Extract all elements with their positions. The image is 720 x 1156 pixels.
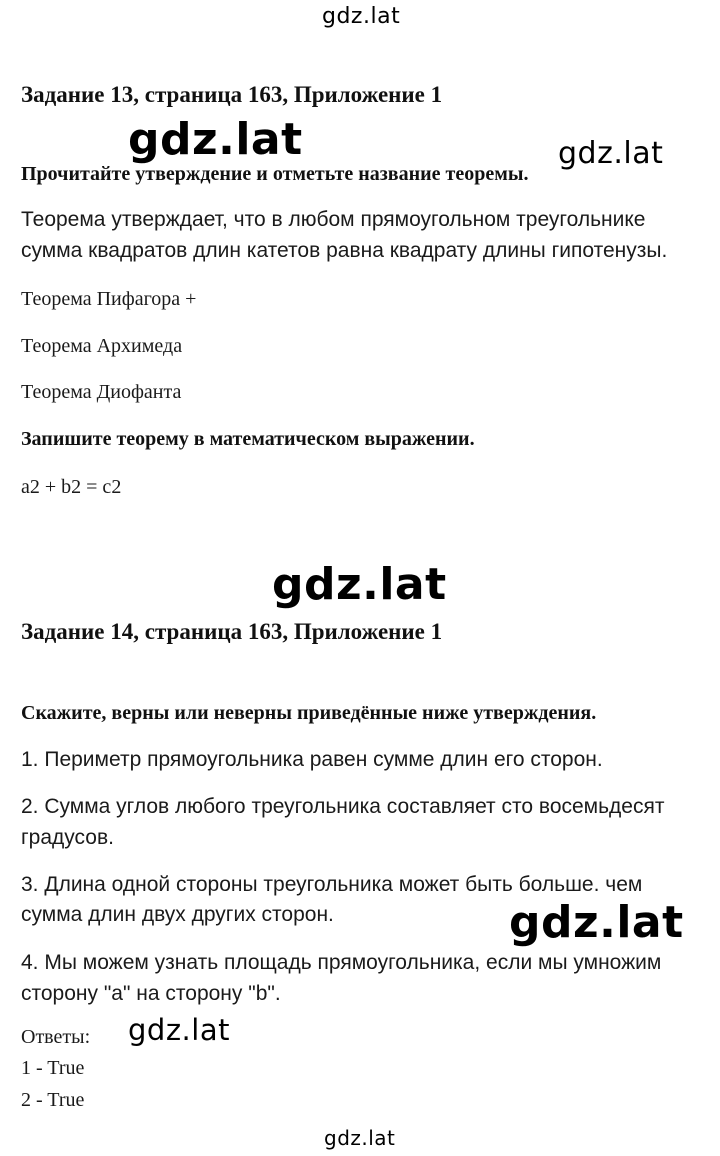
task14-answer-2: 2 - True [21,1089,85,1111]
task14-statement-1: 1. Периметр прямоугольника равен сумме длин его сторон. [21,748,603,771]
task13-statement-line2: сумма квадратов длин катетов равна квадрату длины гипотенузы. [21,239,668,262]
watermark-center: gdz.lat [272,559,447,610]
task14-statement-4-line2: сторону "a" на сторону "b". [21,982,281,1005]
watermark-bottom: gdz.lat [324,1126,396,1150]
task14-statement-3-line2: сумма длин двух других сторон. [21,903,334,926]
watermark-right-2: gdz.lat [509,897,684,948]
task13-formula: a2 + b2 = c2 [21,476,122,498]
watermark-right-1: gdz.lat [558,136,664,171]
task14-instruction: Скажите, верны или неверны приведённые ниже утверждения. [21,702,597,724]
task13-option-diophantus: Теорема Диофанта [21,381,182,403]
task13-option-pythagoras: Теорема Пифагора + [21,288,197,310]
task14-statement-2-line2: градусов. [21,826,114,849]
task14-statement-2-line1: 2. Сумма углов любого треугольника составляет сто восемьдесят [21,795,665,818]
task13-instruction2: Запишите теорему в математическом выражении. [21,428,475,450]
task14-answer-1: 1 - True [21,1057,85,1079]
task13-instruction: Прочитайте утверждение и отметьте название теоремы. [21,163,529,185]
task14-heading: Задание 14, страница 163, Приложение 1 [21,619,443,644]
watermark-top: gdz.lat [322,4,401,29]
task13-statement-line1: Теорема утверждает, что в любом прямоугольном треугольнике [21,208,646,231]
watermark-small-left: gdz.lat [128,1013,230,1047]
task13-heading: Задание 13, страница 163, Приложение 1 [21,82,443,107]
watermark-large: gdz.lat [128,114,303,165]
task14-answers-label: Ответы: [21,1026,91,1048]
task14-statement-3-line1: 3. Длина одной стороны треугольника может быть больше. чем [21,873,643,896]
task13-option-archimedes: Теорема Архимеда [21,335,183,357]
task14-statement-4-line1: 4. Мы можем узнать площадь прямоугольника, если мы умножим [21,951,662,974]
